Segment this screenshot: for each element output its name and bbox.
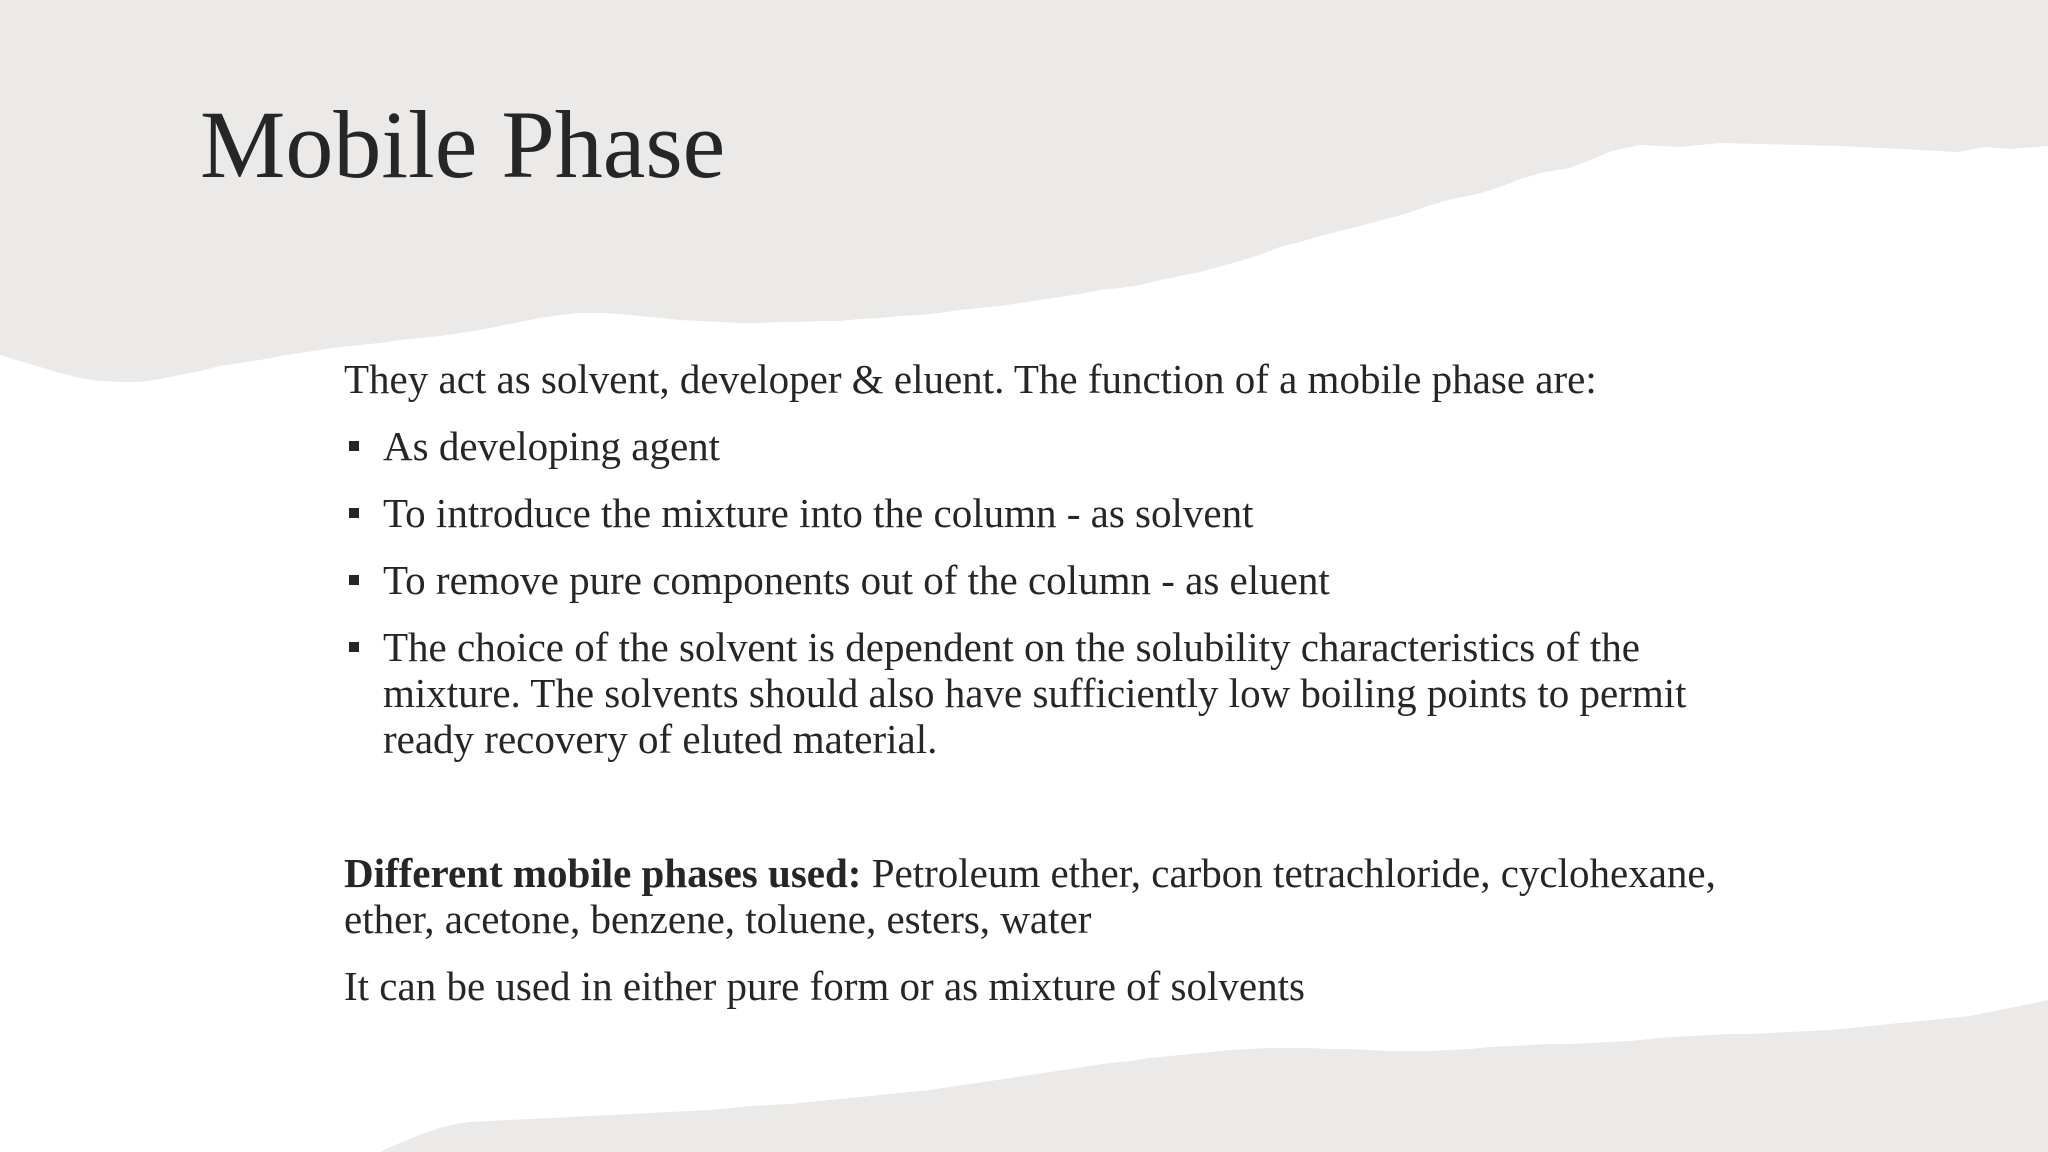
square-bullet-icon bbox=[349, 508, 359, 518]
list-item bbox=[344, 624, 1744, 762]
slide-title: Mobile Phase bbox=[200, 91, 726, 198]
list-item-text: The choice of the solvent is dependent on the solubility characteristics of the mixture. The solvents should also have sufficiently low boiling points to permit ready recovery of eluted material. bbox=[383, 624, 1687, 762]
list-item-text: As developing agent bbox=[383, 423, 721, 469]
list-item-text: To remove pure components out of the column - as eluent bbox=[383, 557, 1330, 603]
mobile-phases-label: Different mobile phases used: bbox=[344, 850, 862, 896]
square-bullet-icon bbox=[349, 441, 359, 451]
list-item bbox=[344, 423, 1744, 469]
mobile-phases-paragraph bbox=[344, 850, 1744, 942]
function-list bbox=[344, 423, 1744, 762]
list-item bbox=[344, 490, 1744, 536]
square-bullet-icon bbox=[349, 642, 359, 652]
list-item bbox=[344, 557, 1744, 603]
spacer bbox=[344, 783, 1744, 850]
intro-text: They act as solvent, developer & eluent. The function of a mobile phase are: bbox=[344, 356, 1597, 402]
closing-text: It can be used in either pure form or as mixture of solvents bbox=[344, 963, 1305, 1009]
mobile-phases-list: Petroleum ether, carbon tetrachloride, cyclohexane, ether, acetone, benzene, toluene, esters, water bbox=[344, 850, 1716, 942]
square-bullet-icon bbox=[349, 575, 359, 585]
slide-body bbox=[344, 356, 1744, 1030]
list-item-text: To introduce the mixture into the column - as solvent bbox=[383, 490, 1254, 536]
